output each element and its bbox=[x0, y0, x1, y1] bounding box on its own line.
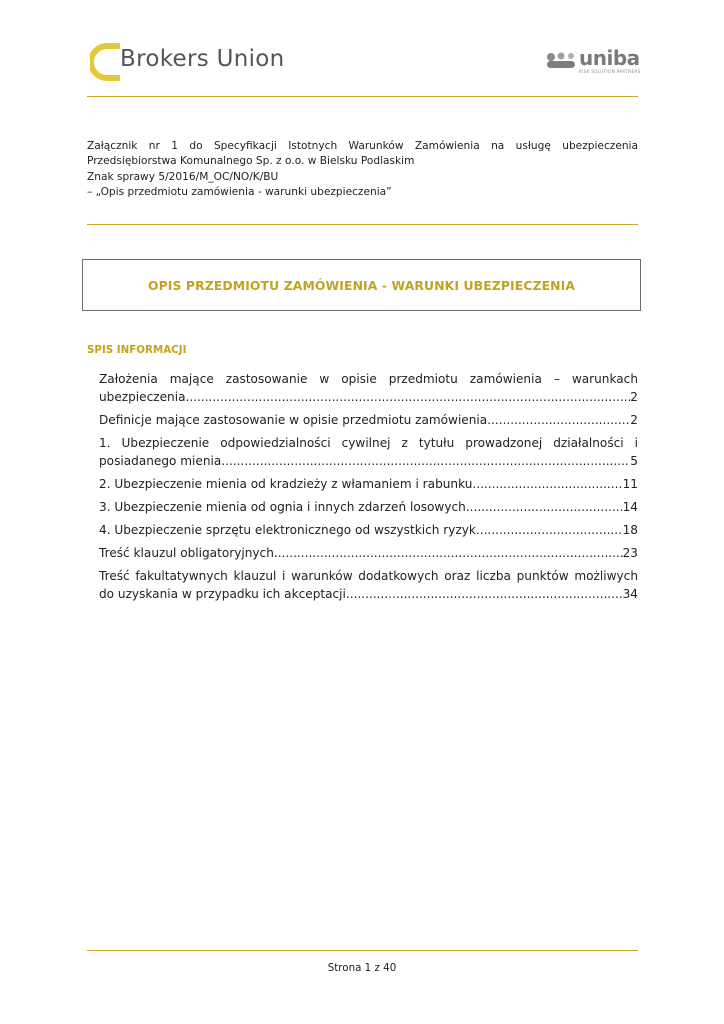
toc-entry-fire[interactable] bbox=[99, 498, 638, 516]
toc-entry-text: ubezpieczenia bbox=[99, 390, 186, 404]
footer-divider bbox=[87, 950, 638, 951]
toc-entry-text: Założenia mające zastosowanie w opisie przedmiotu zamówienia – warunkach bbox=[99, 372, 638, 386]
toc-entry-optional-clauses[interactable] bbox=[99, 567, 638, 603]
reference-line-2: Przedsiębiorstwa Komunalnego Sp. z o.o. w Bielsku Podlaskim bbox=[87, 155, 415, 168]
reference-line-1: Załącznik nr 1 do Specyfikacji Istotnych Warunków Zamówienia na usługę ubezpieczenia bbox=[87, 140, 638, 152]
intro-divider bbox=[87, 224, 638, 225]
toc-entry-text: Definicje mające zastosowanie w opisie przedmiotu zamówienia bbox=[99, 413, 488, 427]
reference-line-4: – „Opis przedmiotu zamówienia - warunki ubezpieczenia” bbox=[87, 186, 392, 199]
uniba-logo-text: uniba bbox=[579, 46, 640, 70]
uniba-logo bbox=[545, 46, 641, 76]
toc-entry-text: Treść fakultatywnych klauzul i warunków dodatkowych oraz liczba punktów możliwych bbox=[99, 569, 638, 583]
toc-entry-text: do uzyskania w przypadku ich akceptacji bbox=[99, 587, 346, 601]
toc-page-number: 34 bbox=[622, 587, 638, 601]
toc-entry-text: Treść klauzul obligatoryjnych bbox=[99, 546, 274, 560]
toc-entry-definitions[interactable] bbox=[99, 411, 638, 429]
toc-page-number: 23 bbox=[622, 546, 638, 560]
document-reference bbox=[87, 139, 638, 201]
toc-leader bbox=[487, 411, 630, 429]
toc-page-number: 14 bbox=[622, 500, 638, 514]
toc-entry-text: 3. Ubezpieczenie mienia od ognia i innych zdarzeń losowych bbox=[99, 500, 466, 514]
toc-leader bbox=[346, 585, 623, 603]
toc-entry-mandatory-clauses[interactable] bbox=[99, 544, 638, 562]
toc-page-number: 5 bbox=[630, 454, 638, 468]
toc-leader bbox=[274, 544, 623, 562]
toc-entry-text: 1. Ubezpieczenie odpowiedzialności cywilnej z tytułu prowadzonej działalności i bbox=[99, 436, 638, 450]
brokers-union-logo-text: Brokers Union bbox=[120, 46, 285, 72]
header-divider bbox=[87, 96, 638, 97]
toc-leader bbox=[185, 388, 630, 406]
toc-entry-text: posiadanego mienia bbox=[99, 454, 222, 468]
toc-page-number: 2 bbox=[630, 413, 638, 427]
toc-entry-theft[interactable] bbox=[99, 475, 638, 493]
table-of-contents bbox=[99, 370, 638, 603]
toc-leader bbox=[472, 475, 622, 493]
toc-leader bbox=[466, 498, 623, 516]
toc-entry-text: 4. Ubezpieczenie sprzętu elektronicznego od wszystkich ryzyk bbox=[99, 523, 476, 537]
toc-leader bbox=[476, 521, 623, 539]
toc-page-number: 11 bbox=[622, 477, 638, 491]
document-title: OPIS PRZEDMIOTU ZAMÓWIENIA - WARUNKI UBEZPIECZENIA bbox=[147, 277, 576, 293]
uniba-tagline: RISK SOLUTION PARTNERS bbox=[579, 69, 641, 74]
toc-leader bbox=[221, 452, 630, 470]
toc-page-number: 18 bbox=[622, 523, 638, 537]
toc-entry-text: 2. Ubezpieczenie mienia od kradzieży z włamaniem i rabunku bbox=[99, 477, 473, 491]
toc-entry-assumptions[interactable] bbox=[99, 370, 638, 406]
uniba-dots-icon bbox=[545, 52, 577, 72]
toc-entry-electronics[interactable] bbox=[99, 521, 638, 539]
page-number: Strona 1 z 40 bbox=[327, 962, 397, 974]
toc-entry-liability[interactable] bbox=[99, 434, 638, 470]
section-heading: SPIS INFORMACJI bbox=[87, 344, 187, 356]
toc-page-number: 2 bbox=[630, 390, 638, 404]
reference-line-3: Znak sprawy 5/2016/M_OC/NO/K/BU bbox=[87, 170, 279, 183]
document-title-box bbox=[82, 259, 641, 311]
